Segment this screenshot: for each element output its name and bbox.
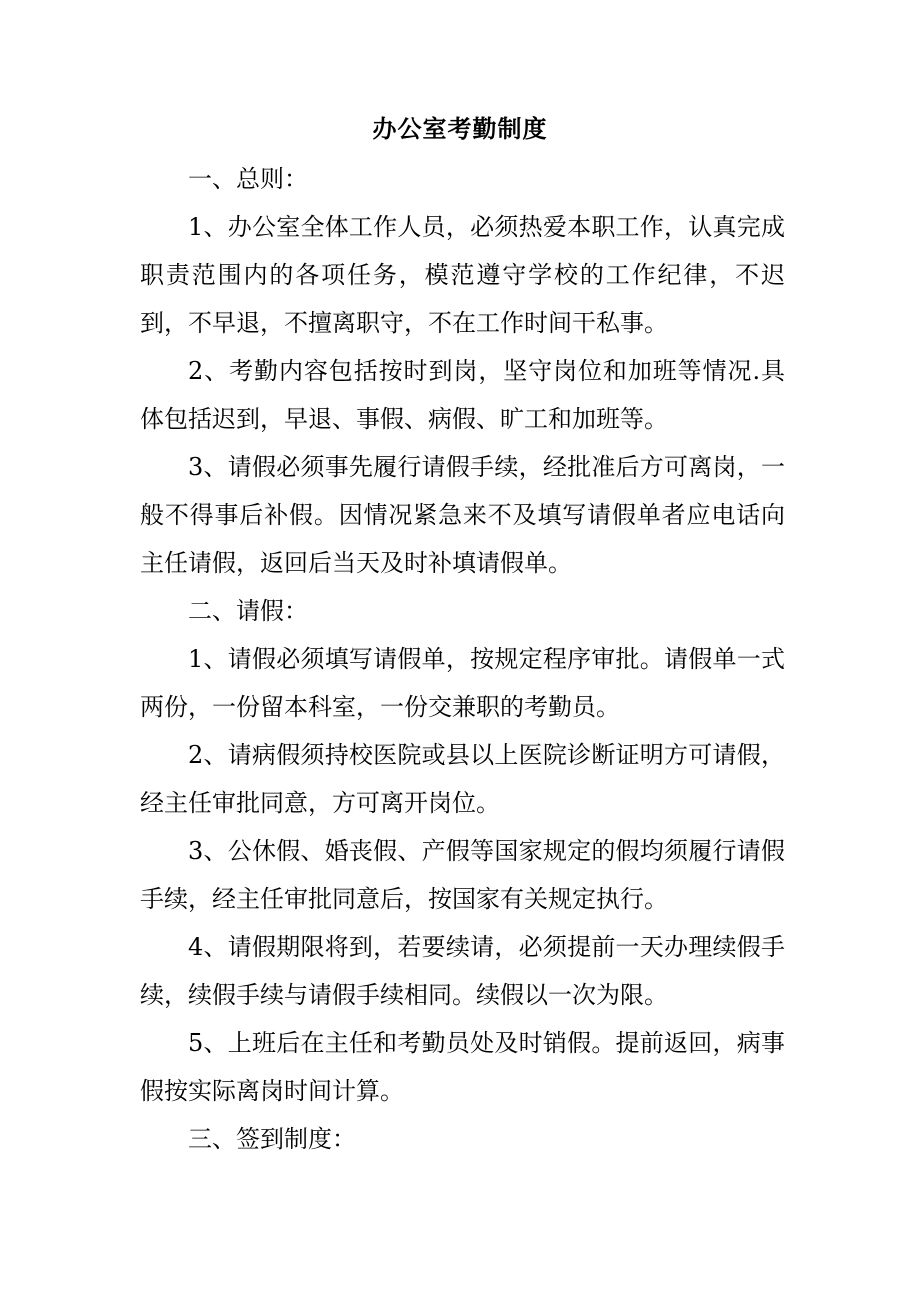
document-body: [140, 155, 785, 1163]
paragraph: 3、公休假、婚丧假、产假等国家规定的假均须履行请假手续，经主任审批同意后，按国家有关规定执行。: [140, 837, 785, 913]
section-heading-general: 一、总则：: [188, 165, 308, 193]
paragraph: 4、请假期限将到，若要续请，必须提前一天办理续假手续，续假手续与请假手续相同。续假以一次为限。: [140, 933, 785, 1009]
paragraph: 1、请假必须填写请假单，按规定程序审批。请假单一式两份，一份留本科室，一份交兼职的考勤员。: [140, 645, 785, 721]
section-heading-sign-in: 三、签到制度：: [188, 1125, 356, 1153]
paragraph: 2、请病假须持校医院或县以上医院诊断证明方可请假，经主任审批同意，方可离开岗位。: [140, 741, 785, 817]
section-heading-leave: 二、请假：: [188, 597, 308, 625]
paragraph: 5、上班后在主任和考勤员处及时销假。提前返回，病事假按实际离岗时间计算。: [140, 1029, 785, 1105]
document-title: 办公室考勤制度: [372, 114, 548, 143]
paragraph: 3、请假必须事先履行请假手续，经批准后方可离岗，一般不得事后补假。因情况紧急来不及填写请假单者应电话向主任请假，返回后当天及时补填请假单。: [140, 453, 785, 577]
paragraph: 2、考勤内容包括按时到岗，坚守岗位和加班等情况.具体包括迟到，早退、事假、病假、旷工和加班等。: [140, 357, 785, 433]
paragraph: 1、办公室全体工作人员，必须热爱本职工作，认真完成职责范围内的各项任务，模范遵守学校的工作纪律，不迟到，不早退，不擅离职守，不在工作时间干私事。: [140, 213, 785, 337]
